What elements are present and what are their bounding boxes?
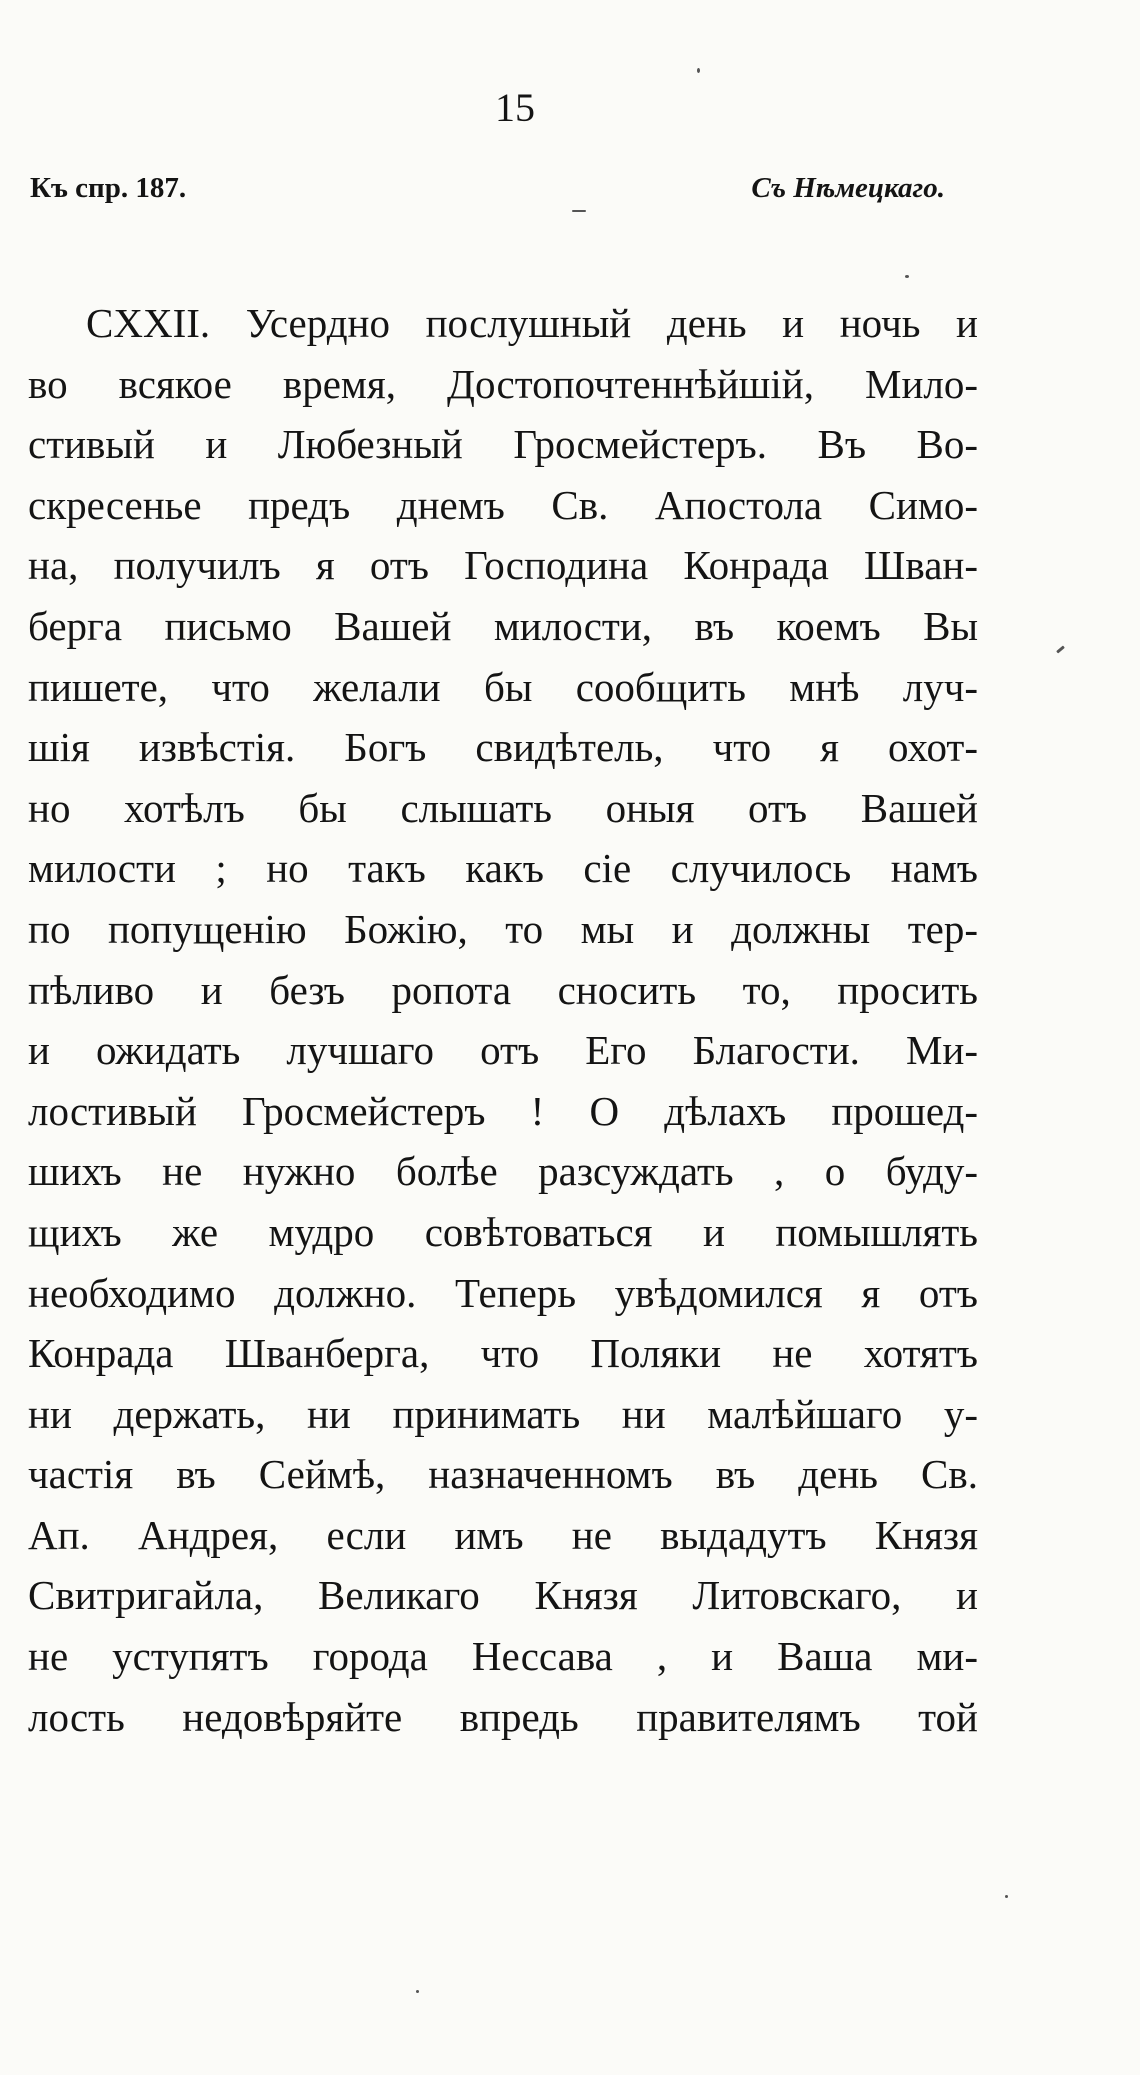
text-line: и ожидать лучшаго отъ Его Благости. Ми- [28, 1027, 978, 1074]
text-line: скресенье предъ днемъ Св. Апостола Симо- [28, 481, 978, 528]
text-line: частія въ Сеймѣ, назначенномъ въ день Св. [28, 1451, 978, 1498]
text-line: Ап. Андрея, если имъ не выдадутъ Князя [28, 1511, 978, 1558]
text-line: Конрада Шванберга, что Поляки не хотятъ [28, 1330, 978, 1377]
text-line: во всякое время, Достопочтеннѣйшій, Мило- [28, 360, 978, 407]
text-line: лость недовѣряйте впредь правителямъ той [28, 1693, 978, 1740]
text-line: Свитригайла, Великаго Князя Литовскаго, и [28, 1572, 978, 1619]
scan-speck [1056, 645, 1065, 653]
scan-speck [905, 275, 909, 278]
header-reference: Къ спр. 187. [30, 172, 187, 204]
scan-speck [1005, 1895, 1008, 1898]
text-line: не уступятъ города Нессава , и Ваша ми- [28, 1633, 978, 1680]
text-line: лостивый Гросмейстеръ ! О дѣлахъ прошед- [28, 1087, 978, 1134]
text-line: но хотѣлъ бы слышать оныя отъ Вашей [28, 784, 978, 831]
text-line: берга письмо Вашей милости, въ коемъ Вы [28, 602, 978, 649]
text-line: милости ; но такъ какъ сіе случилось намъ [28, 845, 978, 892]
text-line: стивый и Любезный Гросмейстеръ. Въ Во- [28, 421, 978, 468]
text-line: ни держать, ни принимать ни малѣйшаго у- [28, 1390, 978, 1437]
text-line: пѣливо и безъ ропота сносить то, просить [28, 966, 978, 1013]
text-line: шія извѣстія. Богъ свидѣтель, что я охот- [28, 724, 978, 771]
scan-speck [416, 1990, 419, 1993]
text-line: CXXII. Усердно послушный день и ночь и [86, 300, 978, 346]
running-header [30, 172, 945, 205]
scan-speck [697, 68, 700, 73]
header-translation-note: Съ Нѣмецкаго. [751, 172, 945, 204]
text-line: шихъ не нужно болѣе разсуждать , о буду- [28, 1148, 978, 1195]
text-line: щихъ же мудро совѣтоваться и помышлять [28, 1208, 978, 1255]
body-text [28, 293, 978, 1747]
text-line: пишете, что желали бы сообщить мнѣ луч- [28, 663, 978, 710]
page-number: 15 [495, 85, 535, 130]
text-line: по попущенію Божію, то мы и должны тер- [28, 905, 978, 952]
scan-speck [572, 210, 586, 212]
text-line: на, получилъ я отъ Господина Конрада Шван- [28, 542, 978, 589]
text-line: необходимо должно. Теперь увѣдомился я отъ [28, 1269, 978, 1316]
